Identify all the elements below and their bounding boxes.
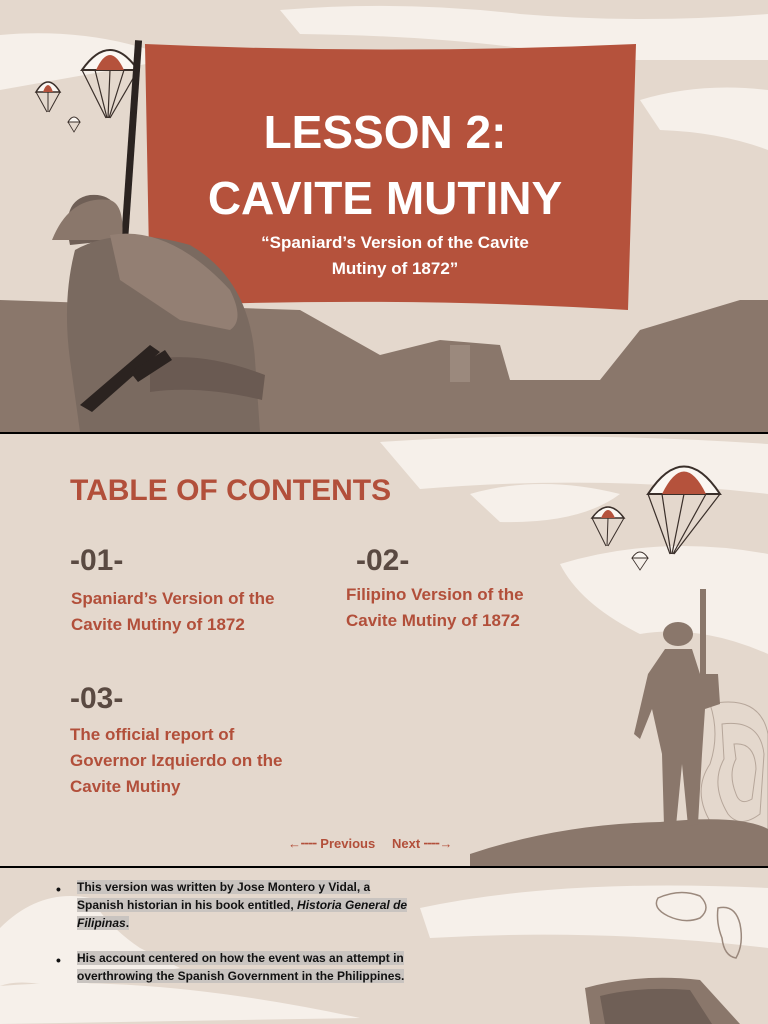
toc-item-1[interactable]: Spaniard’s Version of the Cavite Mutiny of 1872 <box>71 589 275 634</box>
parachute-icon <box>648 467 720 555</box>
parachute-icon <box>82 50 138 118</box>
bullet-dot: • <box>56 952 61 968</box>
lesson-label: LESSON 2: <box>263 106 507 158</box>
ruins-silhouette <box>450 345 470 382</box>
next-link[interactable] <box>392 836 452 852</box>
bullet-list <box>52 878 412 1002</box>
parachute-icon <box>36 82 60 112</box>
title-slide <box>0 0 768 432</box>
previous-label: Previous <box>320 836 376 851</box>
slide-subtitle: “Spaniard’s Version of the Cavite Mutiny of 1872” <box>261 233 529 278</box>
toc-number-1: -01- <box>70 544 124 577</box>
table-of-contents-slide <box>0 434 768 866</box>
arrow-left-icon: ←╌╌ <box>288 836 317 851</box>
toc-item-2[interactable]: Filipino Version of the Cavite Mutiny of 1872 <box>346 585 524 630</box>
arrow-right-icon: ╌╌→ <box>423 836 453 851</box>
slide-title: CAVITE MUTINY <box>207 172 563 224</box>
next-label: Next <box>392 836 421 851</box>
hill-silhouette <box>470 819 768 866</box>
toc-heading: TABLE OF CONTENTS <box>70 474 392 507</box>
cloud <box>640 88 768 150</box>
toc-number-3: -03- <box>70 682 124 715</box>
content-slide <box>0 868 768 1024</box>
bullet-item: • His account centered on how the event was an attempt in overthrowing the Spanish Government in the Philippines. <box>56 951 405 983</box>
parachute-icon <box>68 117 80 132</box>
previous-link[interactable] <box>288 836 375 852</box>
cloud <box>420 886 768 949</box>
toc-item-3[interactable]: The official report of Governor Izquierdo on the Cavite Mutiny <box>70 725 283 796</box>
bullet-dot: • <box>56 881 61 897</box>
toc-number-2: -02- <box>356 544 410 577</box>
parachute-icon <box>592 507 624 546</box>
bullet-item: • This version was written by Jose Montero y Vidal, a Spanish historian in his book entitled, Historia General de Filipinas. <box>56 880 408 930</box>
